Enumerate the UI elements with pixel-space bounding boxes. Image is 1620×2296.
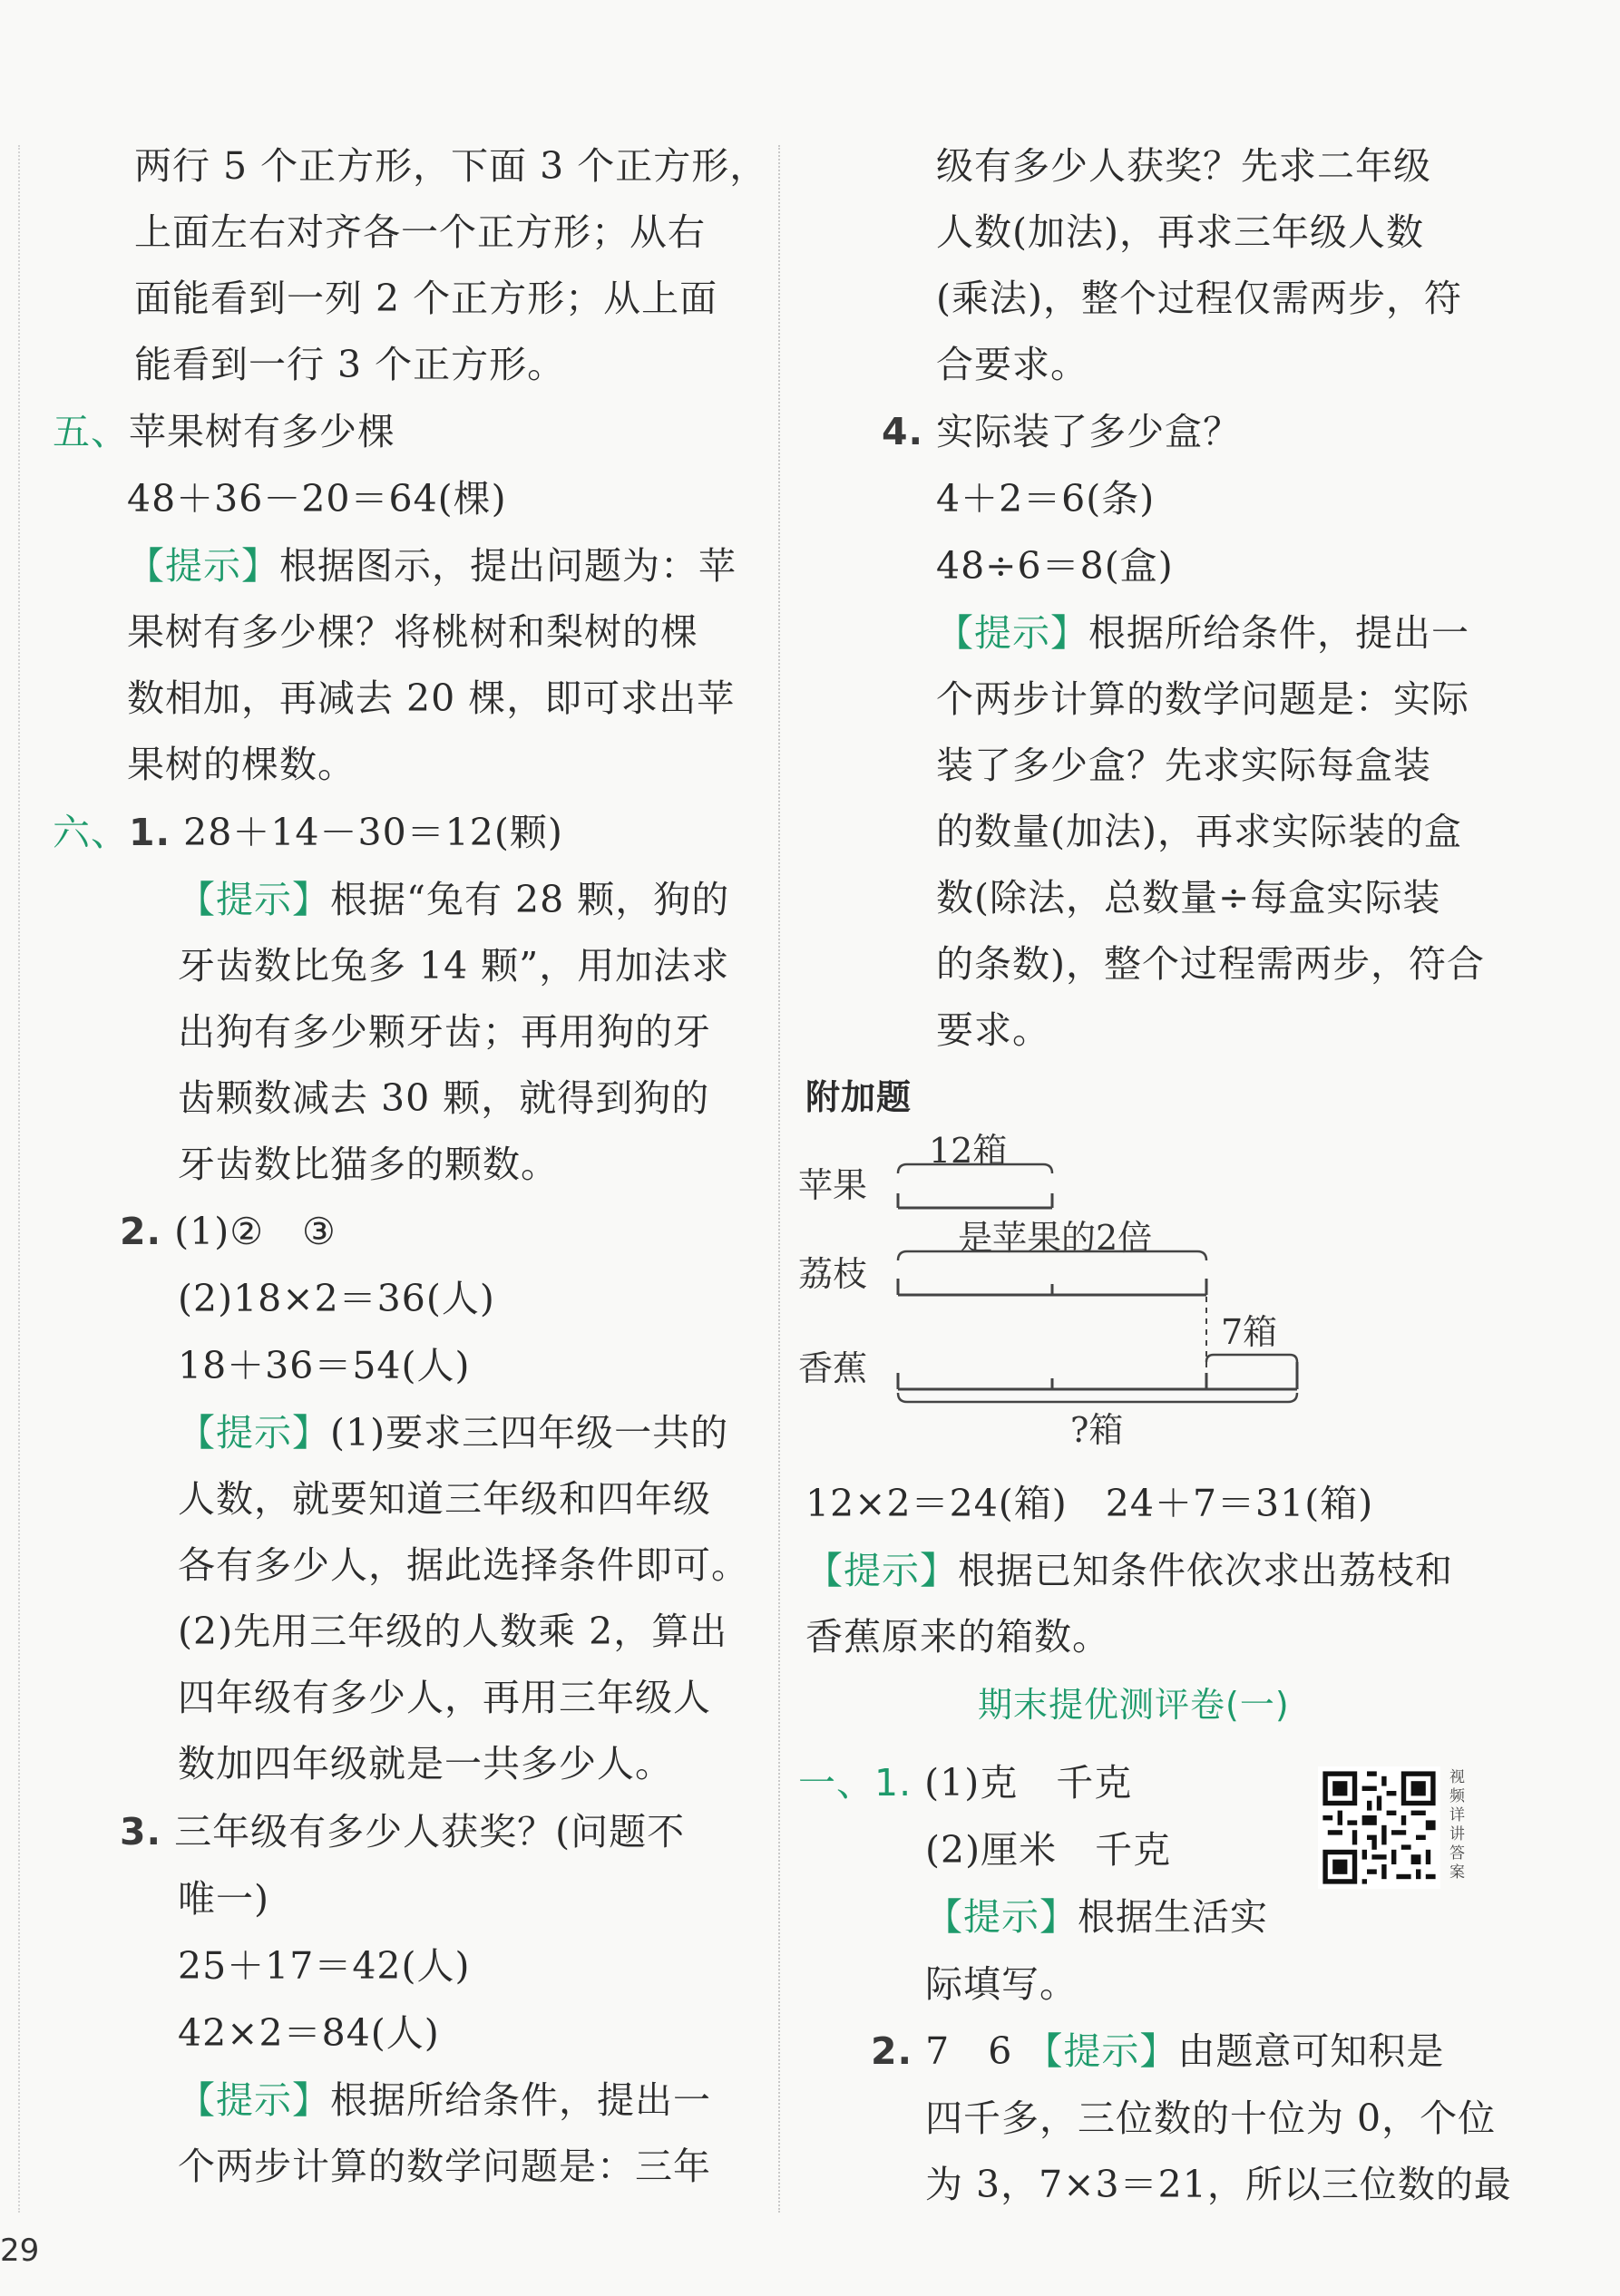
- answer: (1)② ③: [174, 1210, 337, 1253]
- text-line: 各有多少人，据此选择条件即可。: [178, 1543, 749, 1587]
- exam-q1: [798, 1757, 1132, 1808]
- text-line: 果树的棵数。: [127, 743, 356, 786]
- text-line: (2)先用三年级的人数乘 2，算出: [178, 1610, 728, 1653]
- text-line: 四年级有多少人，再用三年级人: [178, 1676, 711, 1719]
- question-three: [120, 1806, 685, 1857]
- hint-text: (1)要求三四年级一共的: [330, 1411, 729, 1454]
- hint-label: 【提示】: [1025, 2029, 1178, 2073]
- equation: 42×2＝84(人): [178, 2011, 440, 2055]
- equation: 18＋36＝54(人): [178, 1344, 471, 1387]
- hint-line: [805, 1545, 1453, 1596]
- text-line: 能看到一行 3 个正方形。: [134, 343, 566, 386]
- equation: 4＋2＝6(条): [936, 477, 1156, 520]
- extra-brace: [1206, 1355, 1297, 1362]
- segment-diagram: [798, 1124, 1306, 1469]
- hint-text: 由题意可知积是: [1177, 2029, 1445, 2073]
- question-number: 4.: [882, 410, 924, 453]
- column-divider: [778, 145, 780, 2213]
- question-text: 三年级有多少人获奖？(问题不: [174, 1810, 686, 1853]
- question-number: 2.: [120, 1210, 162, 1253]
- hint-label: 【提示】: [178, 878, 330, 921]
- answer: 7 6: [925, 2029, 1013, 2073]
- text-line: 装了多少盒？先求实际每盒装: [936, 744, 1431, 787]
- total-brace: [898, 1393, 1297, 1402]
- question-number: 2.: [871, 2029, 913, 2073]
- page-number: 29: [0, 2233, 40, 2269]
- question-text: 实际装了多少盒？: [936, 410, 1242, 453]
- text-line: 果树有多少棵？将桃树和梨树的棵: [127, 610, 698, 654]
- text-line: 个两步计算的数学问题是：实际: [936, 677, 1469, 721]
- text-line: 四千多，三位数的十位为 0，个位: [925, 2097, 1497, 2140]
- equation: 48÷6＝8(盒): [936, 544, 1174, 588]
- text-line: 唯一): [178, 1877, 269, 1921]
- text-line: 两行 5 个正方形，下面 3 个正方形，: [134, 144, 768, 188]
- hint-line: [178, 874, 729, 925]
- hint-label: 【提示】: [178, 1411, 330, 1454]
- label-banana: 香蕉: [798, 1348, 868, 1388]
- text-line: 要求。: [936, 1008, 1050, 1052]
- text-line: 数加四年级就是一共多少人。: [178, 1742, 673, 1785]
- hint-line: [925, 1892, 1268, 1942]
- text-line: 牙齿数比猫多的颗数。: [178, 1143, 559, 1186]
- lychee-note: 是苹果的2倍: [958, 1218, 1153, 1258]
- hint-label: 【提示】: [925, 1895, 1078, 1939]
- hint-line: [936, 608, 1469, 658]
- equation: (2)18×2＝36(人): [178, 1277, 495, 1320]
- text-line: 为 3，7×3＝21，所以三位数的最: [925, 2163, 1512, 2206]
- hint-text: 根据生活实: [1078, 1895, 1268, 1939]
- answer: (1)克 千克: [924, 1761, 1133, 1805]
- hint-text: 根据“兔有 28 颗，狗的: [330, 878, 730, 921]
- section-six-q1: [53, 807, 563, 858]
- hint-text: 根据图示，提出问题为：苹: [279, 544, 737, 588]
- equation: 12×2＝24(箱) 24＋7＝31(箱): [805, 1482, 1374, 1525]
- hint-text: 根据所给条件，提出一: [1088, 611, 1469, 655]
- hint-label: 【提示】: [178, 2078, 330, 2122]
- text-line: 香蕉原来的箱数。: [805, 1615, 1110, 1659]
- left-margin-rule: [18, 145, 20, 2213]
- text-line: 的条数)，整个过程需两步，符合: [936, 942, 1485, 986]
- text-line: 面能看到一列 2 个正方形；从上面: [134, 277, 718, 320]
- label-apple: 苹果: [798, 1165, 868, 1205]
- text-line: 数(除法，总数量÷每盒实际装: [936, 876, 1441, 919]
- text-line: 际填写。: [925, 1962, 1078, 2006]
- hint-label: 【提示】: [127, 544, 279, 588]
- hint-line: [178, 2075, 711, 2126]
- hint-line: [178, 1407, 728, 1458]
- hint-text: 根据所给条件，提出一: [330, 2078, 711, 2122]
- apple-quantity: 12箱: [929, 1131, 1008, 1171]
- section-mark: 五、: [53, 410, 129, 453]
- banana-total: ?箱: [1070, 1410, 1124, 1450]
- text-line: 齿颗数减去 30 颗，就得到狗的: [178, 1076, 710, 1120]
- section-five: [53, 406, 395, 457]
- hint-line: [127, 540, 737, 591]
- label-lychee: 荔枝: [798, 1254, 868, 1294]
- extra-question-title: 附加题: [805, 1077, 912, 1117]
- exam-q2: [871, 2026, 1444, 2077]
- hint-label: 【提示】: [805, 1549, 958, 1592]
- text-line: 数相加，再减去 20 棵，即可求出苹: [127, 676, 736, 720]
- equation: 25＋17＝42(人): [178, 1944, 471, 1988]
- qr-code[interactable]: [1318, 1766, 1440, 1889]
- text-line: 人数，就要知道三年级和四年级: [178, 1477, 711, 1521]
- text-line: (乘法)，整个过程仅需两步，符: [936, 277, 1462, 320]
- text-line: 牙齿数比兔多 14 颗”，用加法求: [178, 944, 730, 987]
- question-text: 苹果树有多少棵: [129, 410, 395, 453]
- section-mark: 六、: [53, 811, 129, 854]
- text-line: 个两步计算的数学问题是：三年: [178, 2145, 711, 2188]
- question-number: 3.: [120, 1810, 162, 1853]
- text-line: 上面左右对齐各一个正方形；从右: [134, 210, 706, 254]
- text-line: 级有多少人获奖？先求二年级: [936, 144, 1431, 188]
- answer: (2)厘米 千克: [925, 1828, 1172, 1872]
- text-line: 出狗有多少颗牙齿；再用狗的牙: [178, 1010, 711, 1054]
- question-two: [120, 1206, 337, 1257]
- equation: 28＋14－30＝12(颗): [183, 811, 563, 854]
- text-line: 合要求。: [936, 343, 1088, 386]
- text-line: 人数(加法)，再求三年级人数: [936, 210, 1424, 254]
- banana-extra: 7箱: [1221, 1312, 1278, 1352]
- question-four: [882, 406, 1241, 457]
- section-mark: 一、1.: [798, 1761, 912, 1805]
- text-line: 的数量(加法)，再求实际装的盒: [936, 810, 1462, 853]
- question-number: 1.: [129, 811, 171, 854]
- exam-title: 期末提优测评卷(一): [978, 1685, 1290, 1725]
- equation: 48＋36－20＝64(棵): [127, 477, 507, 520]
- hint-label: 【提示】: [936, 611, 1088, 655]
- hint-text: 根据已知条件依次求出荔枝和: [958, 1549, 1453, 1592]
- qr-caption: 视频详讲答案: [1449, 1768, 1465, 1882]
